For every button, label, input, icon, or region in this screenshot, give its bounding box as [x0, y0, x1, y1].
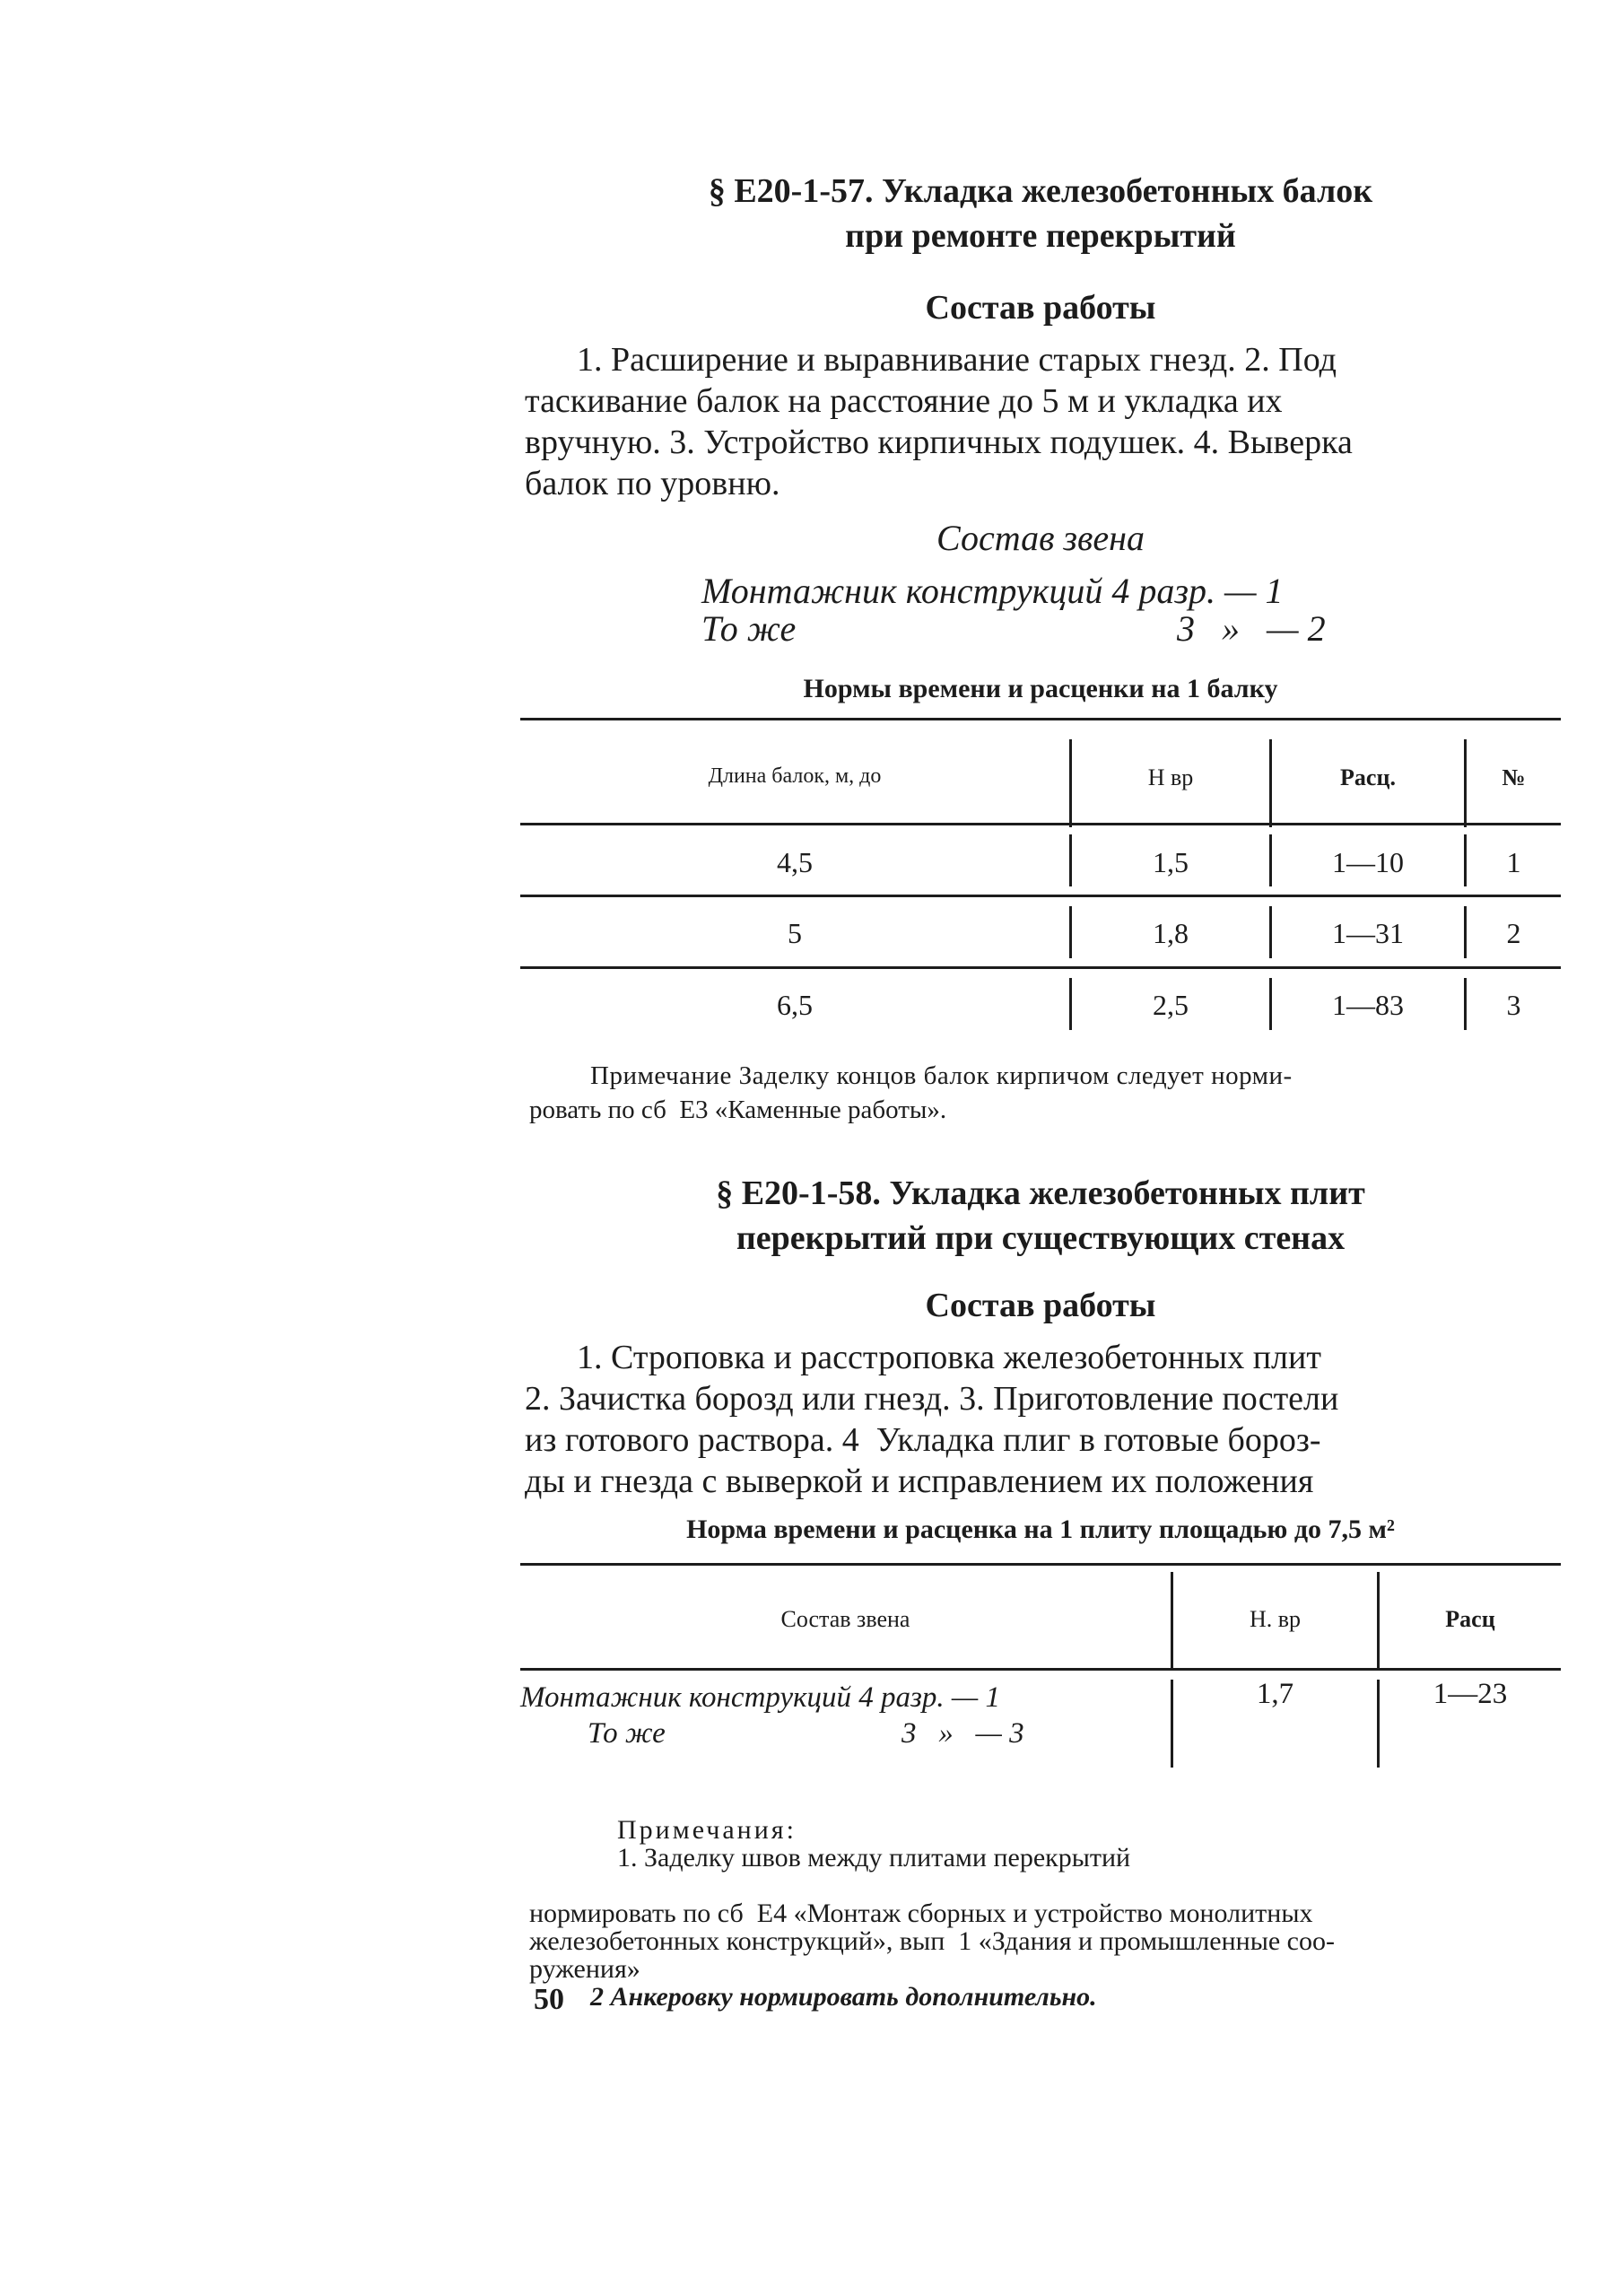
section2-work-line: 1. Строповка и расстроповка железобетонных плит [577, 1339, 1321, 1376]
section2-notes [529, 1788, 1335, 2011]
section1-crew-heading: Состав звена [936, 518, 1145, 558]
section2-work-line: ды и гнезда с выверкой и исправлением их положения [525, 1462, 1314, 1500]
section2-norms-table [520, 1563, 1561, 1778]
crew-line-count: 3 » — 3 [901, 1717, 1024, 1750]
table-cell: 5 [788, 917, 802, 949]
section2-work-line: 2. Зачистка борозд или гнезд. 3. Приготовление постели [525, 1380, 1339, 1418]
section1-work-line: балок по уровню. [525, 465, 780, 502]
table-cell: 1 [1506, 846, 1521, 878]
table-cell: 1—10 [1332, 846, 1404, 878]
section1-work-line: 1. Расширение и выравнивание старых гнезд. 2. Под [577, 341, 1337, 379]
section1-work-heading: Состав работы [925, 289, 1156, 327]
table-cell: 2,5 [1153, 989, 1189, 1021]
table-cell: 3 [1506, 989, 1521, 1021]
table-crew-cell [520, 1680, 1148, 1751]
note-line: ровать по сб Е3 «Каменные работы». [529, 1096, 947, 1124]
table-header-time: Н вр [1147, 764, 1194, 790]
table-header-crew: Состав звена [780, 1606, 910, 1632]
crew-line-count: 3 » — 2 [1177, 608, 1326, 649]
section1-title-line1: § Е20-1-57. Укладка железобетонных балок [708, 172, 1373, 210]
table-cell: 1—23 [1433, 1678, 1508, 1710]
section1-note [529, 1059, 1293, 1127]
table-header-rate: Расц [1445, 1606, 1495, 1632]
crew-line: Монтажник конструкций 4 разр. — 1 [520, 1681, 1001, 1714]
section2-work-line: из готового раствора. 4 Укладка плиг в готовые бороз- [525, 1421, 1321, 1459]
section1-title [520, 169, 1561, 258]
table-cell: 1—31 [1332, 917, 1404, 949]
section1-work-text [525, 339, 1353, 504]
table-cell: 1,8 [1153, 917, 1189, 949]
table-cell: 6,5 [777, 989, 813, 1021]
table-header-time: Н. вр [1249, 1606, 1302, 1632]
note-line: Примечание Заделку концов балок кирпичом следует норми- [590, 1061, 1293, 1090]
notes-text: 1. Заделку швов между плитами перекрытий [617, 1843, 1131, 1873]
table-cell: 2 [1506, 917, 1521, 949]
section2-table-caption: Норма времени и расценка на 1 плиту площадью до 7,5 м² [686, 1515, 1395, 1544]
table-cell: 1,5 [1153, 846, 1189, 878]
notes-label: Примечания: [617, 1815, 797, 1845]
table-header-rate: Расц. [1340, 764, 1396, 790]
page-number: 50 [534, 1983, 564, 2016]
table-cell: 1,7 [1256, 1678, 1294, 1710]
section1-crew-list [701, 572, 1401, 648]
table-cell: 1—83 [1332, 989, 1404, 1021]
table-cell: 4,5 [777, 846, 813, 878]
notes-line: 2 Анкеровку нормировать дополнительно. [590, 1982, 1097, 2012]
table-header-length: Длина балок, м, до [708, 764, 882, 788]
crew-line-ditto: То же [701, 608, 797, 649]
notes-line: ружения» [529, 1954, 640, 1984]
section1-work-line: таскивание балок на расстояние до 5 м и укладка их [525, 382, 1283, 420]
section1-title-line2: при ремонте перекрытий [845, 217, 1236, 255]
section2-title [520, 1171, 1561, 1261]
section1-table-caption: Нормы времени и расценки на 1 балку [803, 674, 1278, 703]
section1-norms-table [520, 718, 1561, 1023]
section2-title-line1: § Е20-1-58. Укладка железобетонных плит [716, 1174, 1365, 1212]
crew-line-ditto: То же [588, 1717, 666, 1750]
crew-line: Монтажник конструкций 4 разр. — 1 [701, 571, 1284, 611]
section2-work-text [525, 1337, 1338, 1502]
notes-line [529, 1788, 1335, 1899]
table-header-number: № [1502, 764, 1526, 790]
notes-line: нормировать по сб Е4 «Монтаж сборных и устройство монолитных [529, 1899, 1313, 1928]
section2-title-line2: перекрытий при существующих стенах [736, 1219, 1346, 1257]
notes-line: железобетонных конструкций», вып 1 «Здания и промышленные соо- [529, 1926, 1335, 1956]
section1-work-line: вручную. 3. Устройство кирпичных подушек. 4. Выверка [525, 423, 1353, 461]
section2-work-heading: Состав работы [925, 1287, 1156, 1324]
